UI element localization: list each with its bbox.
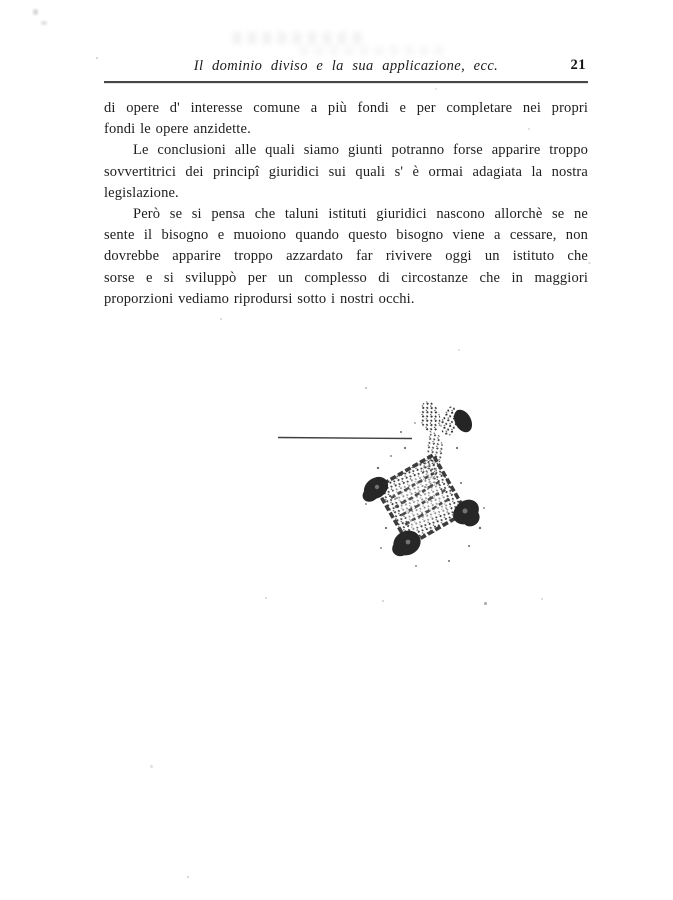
ink-speck [187, 876, 189, 878]
ink-speck [541, 598, 543, 600]
leader-line [278, 438, 412, 439]
ink-speck [96, 57, 98, 59]
ink-speck [382, 600, 384, 602]
ink-speck [150, 765, 153, 768]
header-title: Il dominio diviso e la sua applicazione, ecc. [193, 58, 499, 74]
ink-speck [365, 387, 367, 389]
text-line: fondi le opere anzidette. [104, 121, 251, 138]
header-rule [104, 81, 588, 83]
text-line: sorse e si sviluppò per un complesso di circostanze che in maggiori [104, 269, 588, 286]
ink-speck [458, 349, 460, 351]
ink-speck [588, 262, 591, 264]
running-header [104, 58, 588, 78]
page-number: 21 [570, 57, 586, 73]
text-line: sente il bisogno e muoiono quando questo bisogno viene a cessare, non [104, 227, 588, 244]
bleed-through-ghost [233, 32, 365, 44]
text-line: dovrebbe apparire troppo azzardato far rivivere oggi un istituto che [104, 248, 588, 265]
ink-speck [220, 318, 222, 320]
ink-speck [33, 9, 38, 15]
body-text [104, 98, 588, 310]
text-line: legislazione. [104, 184, 179, 201]
ink-speck [484, 602, 487, 605]
text-line: proporzioni vediamo riprodursi sotto i nostri occhi. [104, 290, 415, 307]
ink-stamp-figure [258, 390, 498, 580]
text-line: sovvertitrici dei principî giuridici sui quali s' è ormai adagiata la nostra [104, 163, 588, 180]
ink-speck [528, 128, 530, 130]
ink-stamp [360, 399, 485, 567]
bleed-through-ghost [300, 46, 450, 55]
text-line: di opere d' interesse comune a più fondi e per completare nei propri [104, 100, 588, 116]
ink-speck [41, 21, 47, 25]
text-line: Però se si pensa che taluni istituti giuridici nascono allorchè se ne [133, 205, 588, 222]
text-line: Le conclusioni alle quali siamo giunti potranno forse apparire troppo [133, 142, 588, 159]
ink-speck [265, 597, 267, 599]
ink-speck [435, 88, 437, 90]
